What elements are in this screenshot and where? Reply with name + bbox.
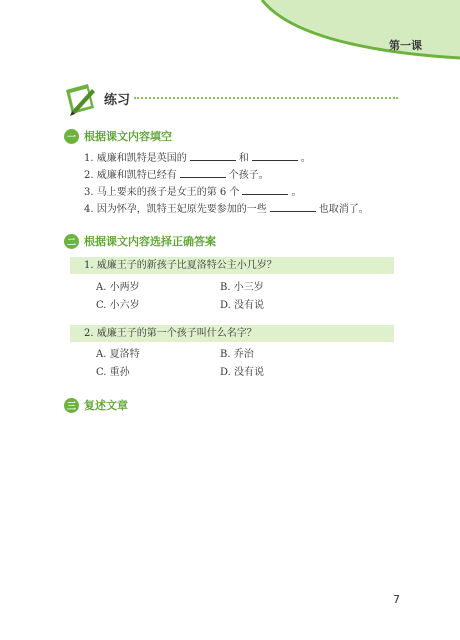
- question-1: 1. 威廉王子的新孩子比夏洛特公主小几岁？: [70, 257, 394, 274]
- exercise-title: 练习: [104, 93, 131, 108]
- question-1-option-a[interactable]: A. 小两岁: [96, 282, 140, 293]
- question-2-option-b[interactable]: B. 乔治: [220, 349, 254, 360]
- question-1-option-c[interactable]: C. 小六岁: [96, 300, 140, 311]
- answer-blank[interactable]: [242, 185, 288, 195]
- lesson-label: 第一课: [389, 39, 422, 52]
- question-2-option-d[interactable]: D. 没有说: [220, 367, 265, 378]
- section-3-title: 复述文章: [84, 399, 128, 412]
- fill-item-2: 2. 威廉和凯特已经有 个孩子。: [84, 170, 269, 181]
- fill-item-3: 3. 马上要来的孩子是女王的第 6 个 。: [84, 187, 302, 198]
- page-number: 7: [393, 593, 400, 606]
- answer-blank[interactable]: [180, 168, 226, 178]
- fill-blank-list: [84, 150, 404, 218]
- pencil-notebook-icon: [62, 80, 102, 118]
- question-1-option-d[interactable]: D. 没有说: [220, 300, 265, 311]
- section-1-badge: 一: [64, 129, 79, 144]
- answer-blank[interactable]: [252, 151, 298, 161]
- section-1-heading: [64, 128, 172, 144]
- section-2-title: 根据课文内容选择正确答案: [84, 235, 216, 248]
- dotted-divider: [134, 97, 398, 99]
- answer-blank[interactable]: [190, 151, 236, 161]
- section-2-heading: [64, 233, 216, 249]
- section-2-badge: 二: [64, 234, 79, 249]
- question-2-option-a[interactable]: A. 夏洛特: [96, 349, 140, 360]
- question-1-option-b[interactable]: B. 小三岁: [220, 282, 264, 293]
- section-3-heading: [64, 397, 128, 413]
- fill-item-1: 1. 威廉和凯特是英国的 和 。: [84, 153, 311, 164]
- question-2-option-c[interactable]: C. 重孙: [96, 367, 130, 378]
- question-2: 2. 威廉王子的第一个孩子叫什么名字？: [70, 325, 394, 342]
- exercise-header: [62, 80, 402, 114]
- fill-item-4: 4. 因为怀孕，凯特王妃原先要参加的一些 也取消了。: [84, 204, 369, 215]
- answer-blank[interactable]: [270, 202, 316, 212]
- section-3-badge: 三: [64, 398, 79, 413]
- section-1-title: 根据课文内容填空: [84, 130, 172, 143]
